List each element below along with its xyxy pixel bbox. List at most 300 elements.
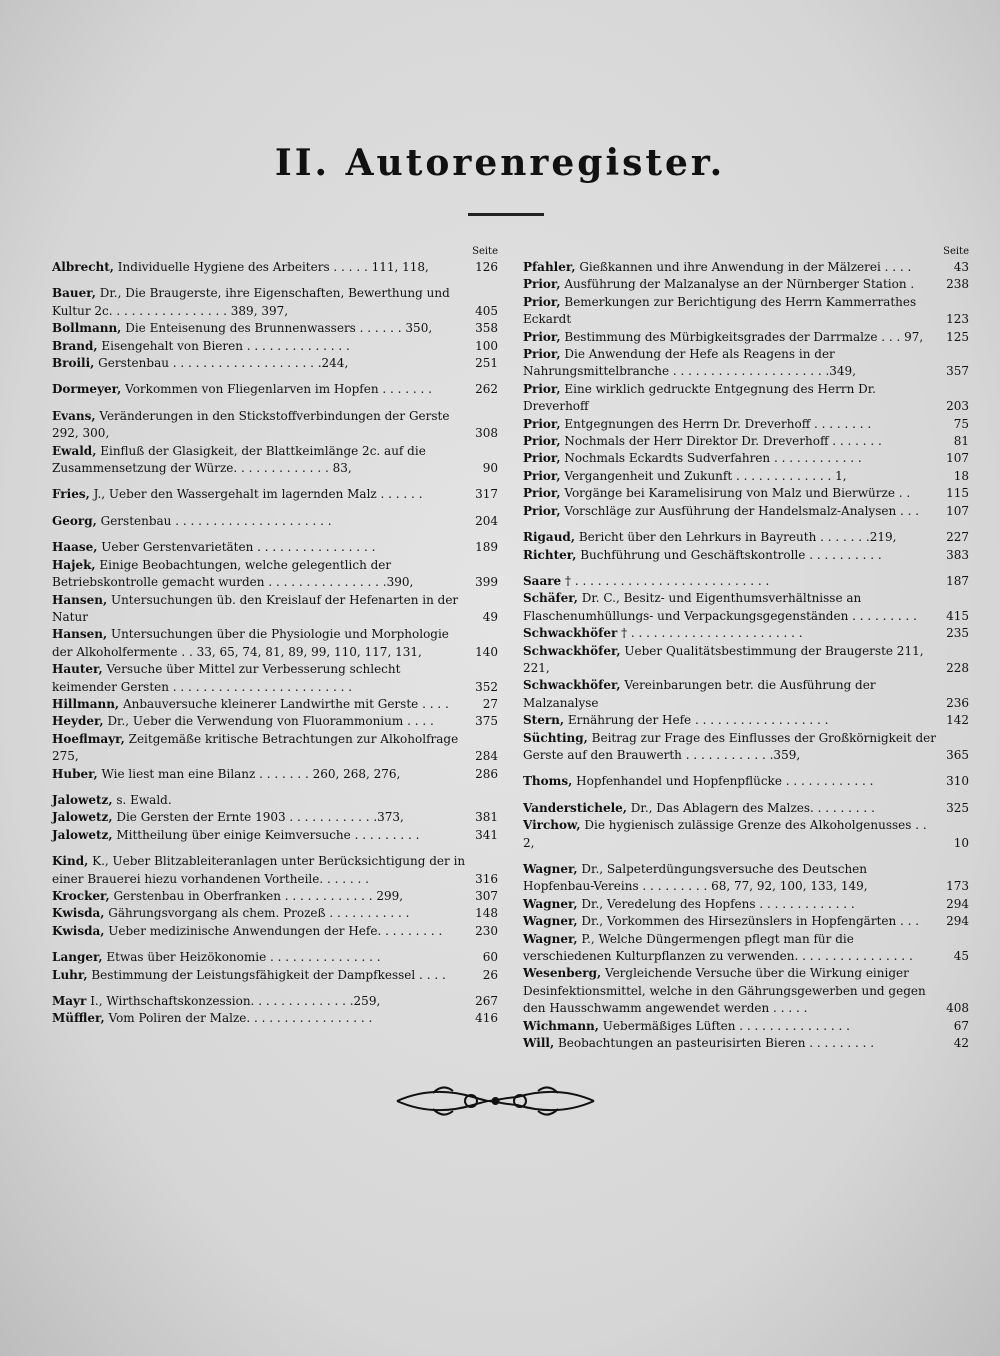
entry-text [523, 276, 937, 293]
entry-title: Die Anwendung der Hefe als Reagens in der Nahrungsmittelbranche . . . . . . . . . . . . . . . . . . . . .349, [523, 347, 856, 379]
decorative-ornament [393, 1079, 598, 1123]
entry-page: 251 [475, 356, 498, 371]
entry-author: Rigaud, [523, 530, 575, 545]
entry-page: 187 [946, 573, 969, 588]
entry-page: 235 [946, 626, 969, 641]
entry-author: Wagner, [523, 914, 578, 929]
entry-title: Dr., Ueber die Verwendung von Fluorammonium . . . . [107, 714, 434, 729]
entry-page: 81 [953, 434, 969, 449]
entry-title: Veränderungen in den Stickstoffverbindungen der Gerste 292, 300, [52, 408, 450, 441]
entry-page: 18 [953, 468, 969, 483]
index-entry [52, 888, 498, 905]
entry-author: Will, [523, 1036, 555, 1051]
entry-title: Dr., Das Ablagern des Malzes. . . . . . . . . [630, 800, 875, 815]
entry-title: Gährungsvorgang als chem. Prozeß . . . . . . . . . . . [108, 906, 410, 921]
entry-author: Ewald, [52, 443, 97, 458]
index-entry [523, 573, 969, 590]
entry-text [52, 626, 466, 661]
index-entry [52, 713, 498, 730]
entry-author: Saare [523, 573, 562, 588]
entry-author: Kwisda, [52, 906, 105, 921]
entry-title: Ueber medizinische Anwendungen der Hefe. . . . . . . . . [108, 923, 443, 938]
entry-text [52, 355, 466, 372]
entry-author: Müffler, [52, 1011, 105, 1026]
entry-title: Etwas über Heizökonomie . . . . . . . . . . . . . . . [106, 950, 381, 965]
entry-author: Fries, [52, 487, 90, 502]
entry-author: Prior, [523, 486, 561, 501]
entry-author: Bauer, [52, 286, 96, 301]
index-entry [523, 590, 969, 625]
entry-author: Prior, [523, 468, 561, 483]
entry-author: Schwackhöfer [523, 626, 618, 641]
entry-title: Gerstenbau . . . . . . . . . . . . . . . . . . . .244, [98, 356, 349, 371]
entry-text [52, 661, 466, 696]
entry-text [52, 592, 466, 627]
entry-page: 286 [475, 766, 498, 781]
entry-text [523, 433, 937, 450]
entry-page: 294 [946, 896, 969, 911]
index-entry [523, 503, 969, 520]
index-entry [523, 468, 969, 485]
entry-title: Die Enteisenung des Brunnenwassers . . . . . . 350, [125, 321, 433, 336]
entry-author: Heyder, [52, 714, 104, 729]
index-entry [523, 625, 969, 642]
entry-author: Langer, [52, 950, 103, 965]
entry-author: Albrecht, [52, 260, 114, 274]
entry-page: 357 [946, 364, 969, 379]
index-entry [523, 730, 969, 765]
entry-page: 26 [482, 967, 498, 982]
seite-label-right: Seite [943, 246, 969, 257]
index-entry [52, 905, 498, 922]
entry-page: 381 [475, 810, 498, 825]
entry-page: 230 [475, 923, 498, 938]
entry-author: Prior, [523, 451, 561, 466]
index-entry [523, 643, 969, 678]
entry-author: Wichmann, [523, 1018, 599, 1033]
entry-text [523, 1018, 937, 1035]
entry-title: Individuelle Hygiene des Arbeiters . . . . . 111, 118, [117, 260, 429, 274]
right-entry-list [523, 259, 969, 1052]
index-entry [523, 433, 969, 450]
entry-author: Wagner, [523, 896, 578, 911]
index-entry [52, 486, 498, 503]
entry-author: Süchting, [523, 730, 588, 745]
entry-title: Ausführung der Malzanalyse an der Nürnberger Station . [564, 277, 915, 292]
entry-page: 262 [475, 382, 498, 397]
entry-title: Hopfenhandel und Hopfenpflücke . . . . . . . . . . . . [576, 774, 874, 789]
entry-title: P., Welche Düngermengen pflegt man für die verschiedenen Kulturpflanzen zu verwenden. . . . . . . . . . . . . . . . [523, 931, 913, 964]
entry-title: Bericht über den Lehrkurs in Bayreuth . . . . . . .219, [578, 530, 897, 545]
entry-author: Thoms, [523, 774, 573, 789]
entry-page: 42 [953, 1036, 969, 1051]
entry-page: 316 [475, 871, 498, 886]
entry-page: 90 [482, 461, 498, 476]
entry-author: Schwackhöfer, [523, 643, 621, 658]
entry-text [52, 967, 466, 984]
entry-page: 67 [953, 1018, 969, 1033]
entry-page: 399 [475, 575, 498, 590]
entry-page: 228 [946, 660, 969, 675]
index-entry [52, 513, 498, 530]
entry-text [523, 503, 937, 520]
entry-author: Pfahler, [523, 260, 576, 274]
entry-title: Eisengehalt von Bieren . . . . . . . . . . . . . . [101, 338, 350, 353]
entry-page: 341 [475, 827, 498, 842]
entry-text [523, 677, 937, 712]
title-rule [468, 213, 544, 216]
entry-page: 310 [946, 774, 969, 789]
entry-author: Schwackhöfer, [523, 678, 621, 693]
entry-title: Vergleichende Versuche über die Wirkung einiger Desinfektionsmittel, welche in den Gährungsgewerben und gegen den Hausschwamm angewendet werden . . . . . [523, 966, 926, 1016]
index-entry [52, 320, 498, 337]
entry-page: 375 [475, 714, 498, 729]
page-title: II. Autorenregister. [274, 142, 726, 184]
entry-page: 416 [475, 1011, 498, 1026]
entry-text [523, 817, 937, 852]
entry-page: 60 [482, 950, 498, 965]
entry-author: Brand, [52, 338, 98, 353]
entry-page: 43 [953, 260, 969, 274]
entry-page: 189 [475, 540, 498, 555]
index-entry [52, 557, 498, 592]
entry-author: Virchow, [523, 818, 581, 833]
index-entry [52, 381, 498, 398]
index-entry [52, 626, 498, 661]
entry-page: 107 [946, 451, 969, 466]
index-entry [523, 381, 969, 416]
index-entry [523, 450, 969, 467]
entry-text [52, 809, 466, 826]
entry-page: 75 [953, 416, 969, 431]
index-entry [52, 259, 498, 276]
index-entry [52, 731, 498, 766]
entry-page: 284 [475, 749, 498, 764]
index-entry [52, 967, 498, 984]
entry-author: Mayr [52, 994, 87, 1009]
entry-text [523, 416, 937, 433]
index-entry [523, 913, 969, 930]
entry-title: Dr., Salpeterdüngungsversuche des Deutschen Hopfenbau-Vereins . . . . . . . . . 68, 77, 92, 100, 133, 149, [523, 862, 868, 894]
entry-author: Dormeyer, [52, 382, 122, 397]
entry-title: Gerstenbau . . . . . . . . . . . . . . . . . . . . . [100, 513, 332, 528]
entry-text [52, 713, 466, 730]
index-entry [52, 827, 498, 844]
entry-text [52, 949, 466, 966]
entry-title: Bestimmung des Mürbigkeitsgrades der Darrmalze . . . 97, [564, 329, 924, 344]
entry-title: Bestimmung der Leistungsfähigkeit der Dampfkessel . . . . [91, 967, 446, 982]
entry-text [52, 1010, 466, 1027]
index-entry [52, 285, 498, 320]
entry-page: 204 [475, 513, 498, 528]
entry-title: † . . . . . . . . . . . . . . . . . . . . . . . . . . [565, 573, 770, 588]
index-entry [523, 861, 969, 896]
entry-page: 123 [946, 312, 969, 327]
entry-page: 125 [946, 329, 969, 344]
index-entry [523, 294, 969, 329]
entry-title: Gerstenbau in Oberfranken . . . . . . . . . . . . 299, [113, 889, 404, 903]
entry-author: Prior, [523, 434, 561, 449]
entry-author: Wesenberg, [523, 966, 602, 981]
left-entry-list [52, 259, 498, 1028]
entry-page: 27 [482, 696, 498, 711]
entry-text [52, 486, 466, 503]
entry-author: Huber, [52, 766, 98, 781]
index-entry [523, 773, 969, 790]
entry-text [523, 468, 937, 485]
index-entry [52, 853, 498, 888]
entry-page: 148 [475, 906, 498, 921]
entry-author: Kind, [52, 854, 89, 869]
index-entry [523, 547, 969, 564]
entry-title: Die Gersten der Ernte 1903 . . . . . . . . . . . .373, [116, 810, 404, 825]
entry-text [52, 338, 466, 355]
index-entry [523, 1035, 969, 1052]
entry-author: Hansen, [52, 592, 108, 607]
index-entry [523, 276, 969, 293]
entry-author: Jalowetz, [52, 827, 113, 842]
index-entry [523, 817, 969, 852]
entry-author: Hoeflmayr, [52, 731, 125, 746]
entry-title: Vergangenheit und Zukunft . . . . . . . . . . . . . 1, [564, 468, 847, 483]
entry-author: Hansen, [52, 627, 108, 642]
entry-author: Bollmann, [52, 321, 122, 336]
entry-author: Prior, [523, 347, 561, 362]
entry-page: 227 [946, 530, 969, 545]
entry-title: Beobachtungen an pasteurisirten Bieren . . . . . . . . . [557, 1036, 875, 1051]
entry-title: Buchführung und Geschäftskontrolle . . . . . . . . . . [580, 547, 882, 562]
index-entry [523, 329, 969, 346]
entry-page: 107 [946, 503, 969, 518]
entry-page: 267 [475, 994, 498, 1009]
entry-title: Zeitgemäße kritische Betrachtungen zur Alkoholfrage 275, [52, 731, 459, 764]
entry-text [523, 329, 937, 346]
entry-text [523, 590, 937, 625]
entry-title: Dr., Veredelung des Hopfens . . . . . . . . . . . . . [581, 896, 855, 911]
entry-author: Stern, [523, 713, 565, 728]
entry-title: Dr., Die Braugerste, ihre Eigenschaften, Bewerthung und Kultur 2c. . . . . . . . . . . . . . . . 389, 397, [52, 286, 450, 318]
entry-text [523, 800, 937, 817]
entry-title: Uebermäßiges Lüften . . . . . . . . . . . . . . . [602, 1018, 850, 1033]
entry-title: Mittheilung über einige Keimversuche . . . . . . . . . [116, 827, 420, 842]
entry-author: Richter, [523, 547, 577, 562]
entry-title: Anbauversuche kleinerer Landwirthe mit Gerste . . . . [122, 696, 449, 711]
entry-page: 140 [475, 644, 498, 659]
entry-text [52, 259, 466, 276]
index-entry [523, 931, 969, 966]
index-entry [523, 965, 969, 1017]
entry-author: Krocker, [52, 889, 110, 903]
index-entry [52, 443, 498, 478]
entry-title: Ueber Gerstenvarietäten . . . . . . . . . . . . . . . . [101, 540, 376, 555]
entry-title: Dr., Vorkommen des Hirsezünslers in Hopfengärten . . . [581, 914, 920, 929]
entry-title: † . . . . . . . . . . . . . . . . . . . . . . . [621, 626, 803, 641]
entry-title: Nochmals Eckardts Sudverfahren . . . . . . . . . . . . [564, 451, 862, 466]
index-entry [52, 923, 498, 940]
entry-title: Untersuchungen über die Physiologie und Morphologie der Alkoholfermente . . 33, 65, 74, 81, 89, 99, 110, 117, 131, [52, 627, 449, 659]
entry-author: Vanderstichele, [523, 800, 627, 815]
entry-author: Evans, [52, 408, 96, 423]
entry-page: 365 [946, 747, 969, 762]
entry-text [523, 547, 937, 564]
entry-author: Prior, [523, 294, 561, 309]
seite-label-left: Seite [472, 246, 498, 257]
index-entry [52, 661, 498, 696]
entry-author: Hillmann, [52, 696, 120, 711]
entry-page: 173 [946, 879, 969, 894]
entry-text [52, 888, 466, 905]
index-entry [523, 485, 969, 502]
entry-text [523, 730, 937, 765]
entry-page: 308 [475, 426, 498, 441]
index-entry [52, 766, 498, 783]
entry-page: 294 [946, 914, 969, 929]
entry-page: 126 [475, 260, 498, 274]
entry-text [52, 993, 466, 1010]
index-entry [523, 800, 969, 817]
index-entry [523, 416, 969, 433]
entry-title: Vorgänge bei Karamelisirung von Malz und Bierwürze . . [564, 486, 911, 501]
entry-author: Hauter, [52, 662, 103, 677]
entry-title: Vom Poliren der Malze. . . . . . . . . . . . . . . . . [108, 1011, 373, 1026]
entry-title: Bemerkungen zur Berichtigung des Herrn Kammerrathes Eckardt [523, 294, 917, 327]
entry-text [52, 827, 466, 844]
entry-text [523, 259, 937, 276]
entry-page: 115 [946, 486, 969, 501]
entry-author: Prior, [523, 416, 561, 431]
entry-text [52, 923, 466, 940]
index-entry [52, 338, 498, 355]
index-entry [523, 259, 969, 276]
entry-text [52, 408, 466, 443]
index-entry [523, 529, 969, 546]
entry-page: 383 [946, 547, 969, 562]
entry-page: 142 [946, 713, 969, 728]
entry-author: Kwisda, [52, 923, 105, 938]
entry-text [523, 896, 937, 913]
index-entry [523, 1018, 969, 1035]
entry-author: Georg, [52, 513, 97, 528]
entry-text [52, 731, 466, 766]
entry-author: Wagner, [523, 931, 578, 946]
entry-text [52, 557, 466, 592]
entry-text [523, 485, 937, 502]
entry-text [523, 861, 937, 896]
entry-text [52, 443, 466, 478]
entry-author: Broili, [52, 356, 95, 371]
right-column [523, 245, 969, 1052]
entry-author: Jalowetz, [52, 810, 113, 825]
entry-page: 358 [475, 321, 498, 336]
entry-author: Hajek, [52, 557, 96, 572]
index-entry [52, 949, 498, 966]
index-entry [523, 712, 969, 729]
index-entry [52, 592, 498, 627]
entry-page: 45 [953, 949, 969, 964]
entry-title: Entgegnungen des Herrn Dr. Dreverhoff . . . . . . . . [564, 416, 872, 431]
entry-text [523, 346, 937, 381]
index-entry [52, 408, 498, 443]
entry-title: Gießkannen und ihre Anwendung in der Mälzerei . . . . [579, 260, 912, 274]
entry-title: Eine wirklich gedruckte Entgegnung des Herrn Dr. Dreverhoff [523, 381, 876, 414]
entry-title: Ernährung der Hefe . . . . . . . . . . . . . . . . . . [567, 713, 829, 728]
entry-title: Vorkommen von Fliegenlarven im Hopfen . . . . . . . [125, 382, 432, 397]
index-entry [52, 792, 498, 809]
entry-page: 405 [475, 303, 498, 318]
entry-title: I., Wirthschaftskonzession. . . . . . . . . . . . . .259, [90, 994, 381, 1009]
entry-text [523, 773, 937, 790]
entry-text [52, 513, 466, 530]
entry-text [523, 965, 937, 1017]
entry-title: Versuche über Mittel zur Verbesserung schlecht keimender Gersten . . . . . . . . . . . . . . . . . . . . . . . . [52, 662, 401, 694]
entry-page: 352 [475, 679, 498, 694]
entry-author: Prior, [523, 381, 561, 396]
entry-title: Untersuchungen üb. den Kreislauf der Hefenarten in der Natur [52, 592, 459, 624]
entry-page: 236 [946, 695, 969, 710]
index-entry [523, 346, 969, 381]
entry-author: Jalowetz, [52, 792, 113, 807]
entry-title: Einfluß der Glasigkeit, der Blattkeimlänge 2c. auf die Zusammensetzung der Würze. . . . . . . . . . . . . 83, [52, 443, 426, 476]
left-column [52, 245, 498, 1028]
entry-author: Schäfer, [523, 591, 578, 606]
entry-text [52, 696, 466, 713]
entry-page: 307 [475, 889, 498, 903]
entry-title: J., Ueber den Wassergehalt im lagernden Malz . . . . . . [93, 487, 423, 502]
entry-title: Ueber Qualitätsbestimmung der Braugerste 211, 221, [523, 643, 924, 675]
entry-text [523, 712, 937, 729]
entry-author: Luhr, [52, 967, 88, 982]
entry-text [523, 1035, 937, 1052]
entry-page: 10 [953, 835, 969, 850]
entry-text [52, 905, 466, 922]
entry-title: Beitrag zur Frage des Einflusses der Großkörnigkeit der Gerste auf den Brauwerth . . . . . . . . . . . .359, [523, 730, 936, 762]
entry-title: Vereinbarungen betr. die Ausführung der Malzanalyse [523, 678, 876, 710]
entry-text [523, 294, 937, 329]
entry-text [523, 529, 937, 546]
entry-title: Einige Beobachtungen, welche gelegentlich der Betriebskontrolle gemacht wurden . . . . . . . . . . . . . . . .390, [52, 557, 414, 590]
index-entry [52, 539, 498, 556]
index-entry [52, 1010, 498, 1027]
entry-title: s. Ewald. [116, 792, 172, 807]
entry-text [52, 853, 466, 888]
index-entry [523, 677, 969, 712]
entry-text [52, 766, 466, 783]
entry-author: Haase, [52, 540, 98, 555]
entry-text [52, 381, 466, 398]
entry-page: 49 [482, 609, 498, 624]
entry-page: 317 [475, 487, 498, 502]
entry-title: Die hygienisch zulässige Grenze des Alkoholgenusses . . 2, [523, 818, 927, 850]
entry-text [52, 285, 466, 320]
entry-text [523, 573, 937, 590]
entry-text [52, 539, 466, 556]
entry-author: Prior, [523, 503, 561, 518]
index-entry [52, 809, 498, 826]
entry-author: Wagner, [523, 862, 578, 876]
entry-text [523, 625, 937, 642]
entry-page: 408 [946, 1001, 969, 1016]
entry-text [523, 643, 937, 678]
entry-title: Dr. C., Besitz- und Eigenthumsverhältnisse an Flaschenumhüllungs- und Verpackungsgegenständen . . . . . . . . . [523, 591, 917, 623]
entry-author: Prior, [523, 277, 561, 292]
entry-page: 203 [946, 399, 969, 414]
entry-title: Nochmals der Herr Direktor Dr. Dreverhoff . . . . . . . [564, 434, 882, 449]
entry-author: Prior, [523, 329, 561, 344]
index-entry [52, 993, 498, 1010]
entry-title: K., Ueber Blitzableiteranlagen unter Berücksichtigung der in einer Brauerei hiezu vorhandenen Vortheile. . . . . . . [52, 854, 466, 886]
index-entry [52, 355, 498, 372]
entry-page: 238 [946, 277, 969, 292]
